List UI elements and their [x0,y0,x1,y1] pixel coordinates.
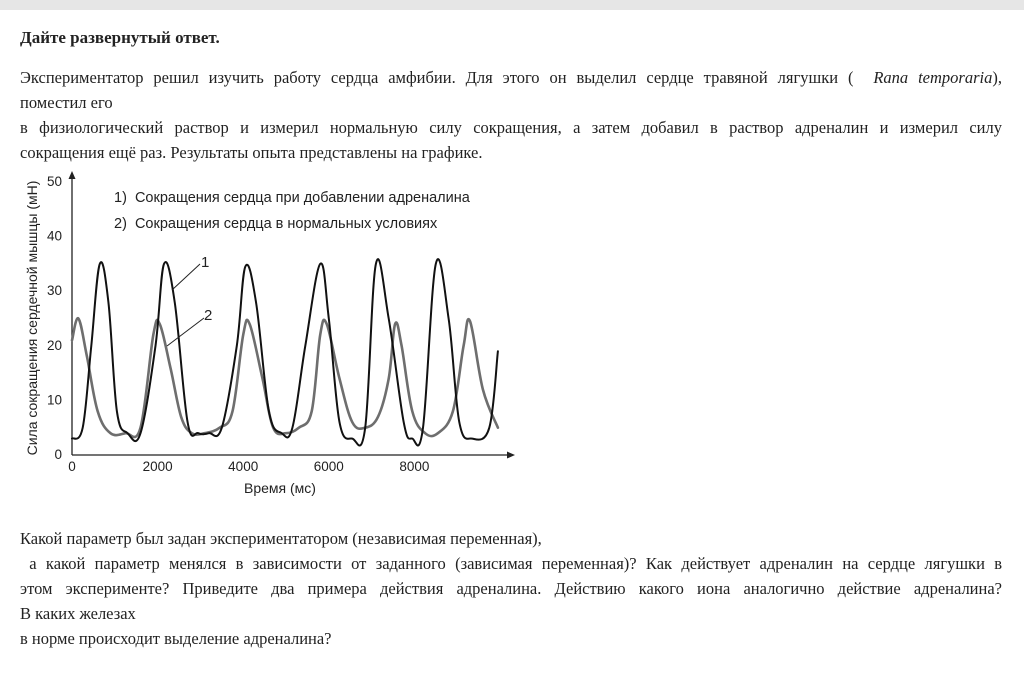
x-tick-label: 6000 [313,459,344,474]
y-axis-arrow [69,171,76,179]
y-tick-label: 30 [46,283,62,299]
y-tick-label: 10 [46,392,62,408]
intro-line-2: поместил его [20,93,113,112]
question-line-5: в норме происходит выделение адреналина? [20,629,332,648]
series-normal-line [72,318,498,437]
x-tick-label: 0 [68,459,76,474]
intro-line-1: Экспериментатор решил изучить работу сердца амфибии. Для этого он выделил сердце травяной лягушки ( Rana temporaria), [20,68,1002,87]
x-axis-label: Время (мс) [244,480,316,496]
task-title: Дайте развернутый ответ. [20,28,220,47]
question-line-3: этом эксперименте? Приведите два примера действия адреналина. Действию какого иона аналогично действие адреналина? [20,579,1002,598]
question-block [20,526,1002,651]
y-tick-label: 40 [46,228,62,244]
legend-entry: 2) Сокращения сердца в нормальных условиях [114,216,438,232]
question-line-1: Какой параметр был задан экспериментатором (независимая переменная), [20,529,542,548]
heart-contraction-chart [20,168,520,502]
species-name: Rana temporaria [873,68,993,87]
x-axis-arrow [507,452,515,459]
question-line-2: а какой параметр менялся в зависимости от заданного (зависимая переменная)? Как действует адреналин на сердце лягушки в [20,554,1002,573]
intro-line-4: сокращения ещё раз. Результаты опыта представлены на графике. [20,143,483,162]
annotation-2-leader [167,318,204,346]
x-tick-label: 4000 [228,459,259,474]
top-bar [0,0,1024,10]
y-tick-label: 50 [46,174,62,189]
y-axis-label: Сила сокращения сердечной мышцы (мН) [24,180,40,456]
task-content [20,27,1002,165]
legend-entry: 1) Сокращения сердца при добавлении адреналина [114,190,470,206]
chart-svg [20,168,520,502]
series-adrenaline-line [72,259,498,445]
intro-paragraph [20,65,1002,165]
annotation-2-label: 2 [204,307,213,324]
y-tick-label: 20 [46,337,62,353]
x-tick-label: 8000 [399,459,430,474]
annotation-1-label: 1 [201,254,210,271]
question-line-4: В каких железах [20,604,136,623]
x-tick-label: 2000 [142,459,173,474]
intro-line-3: в физиологический раствор и измерил нормальную силу сокращения, а затем добавил в раствор адреналин и измерил силу [20,118,1002,137]
annotation-1-leader [172,264,200,290]
question-paragraph [20,526,1002,651]
y-tick-label: 0 [54,447,62,462]
